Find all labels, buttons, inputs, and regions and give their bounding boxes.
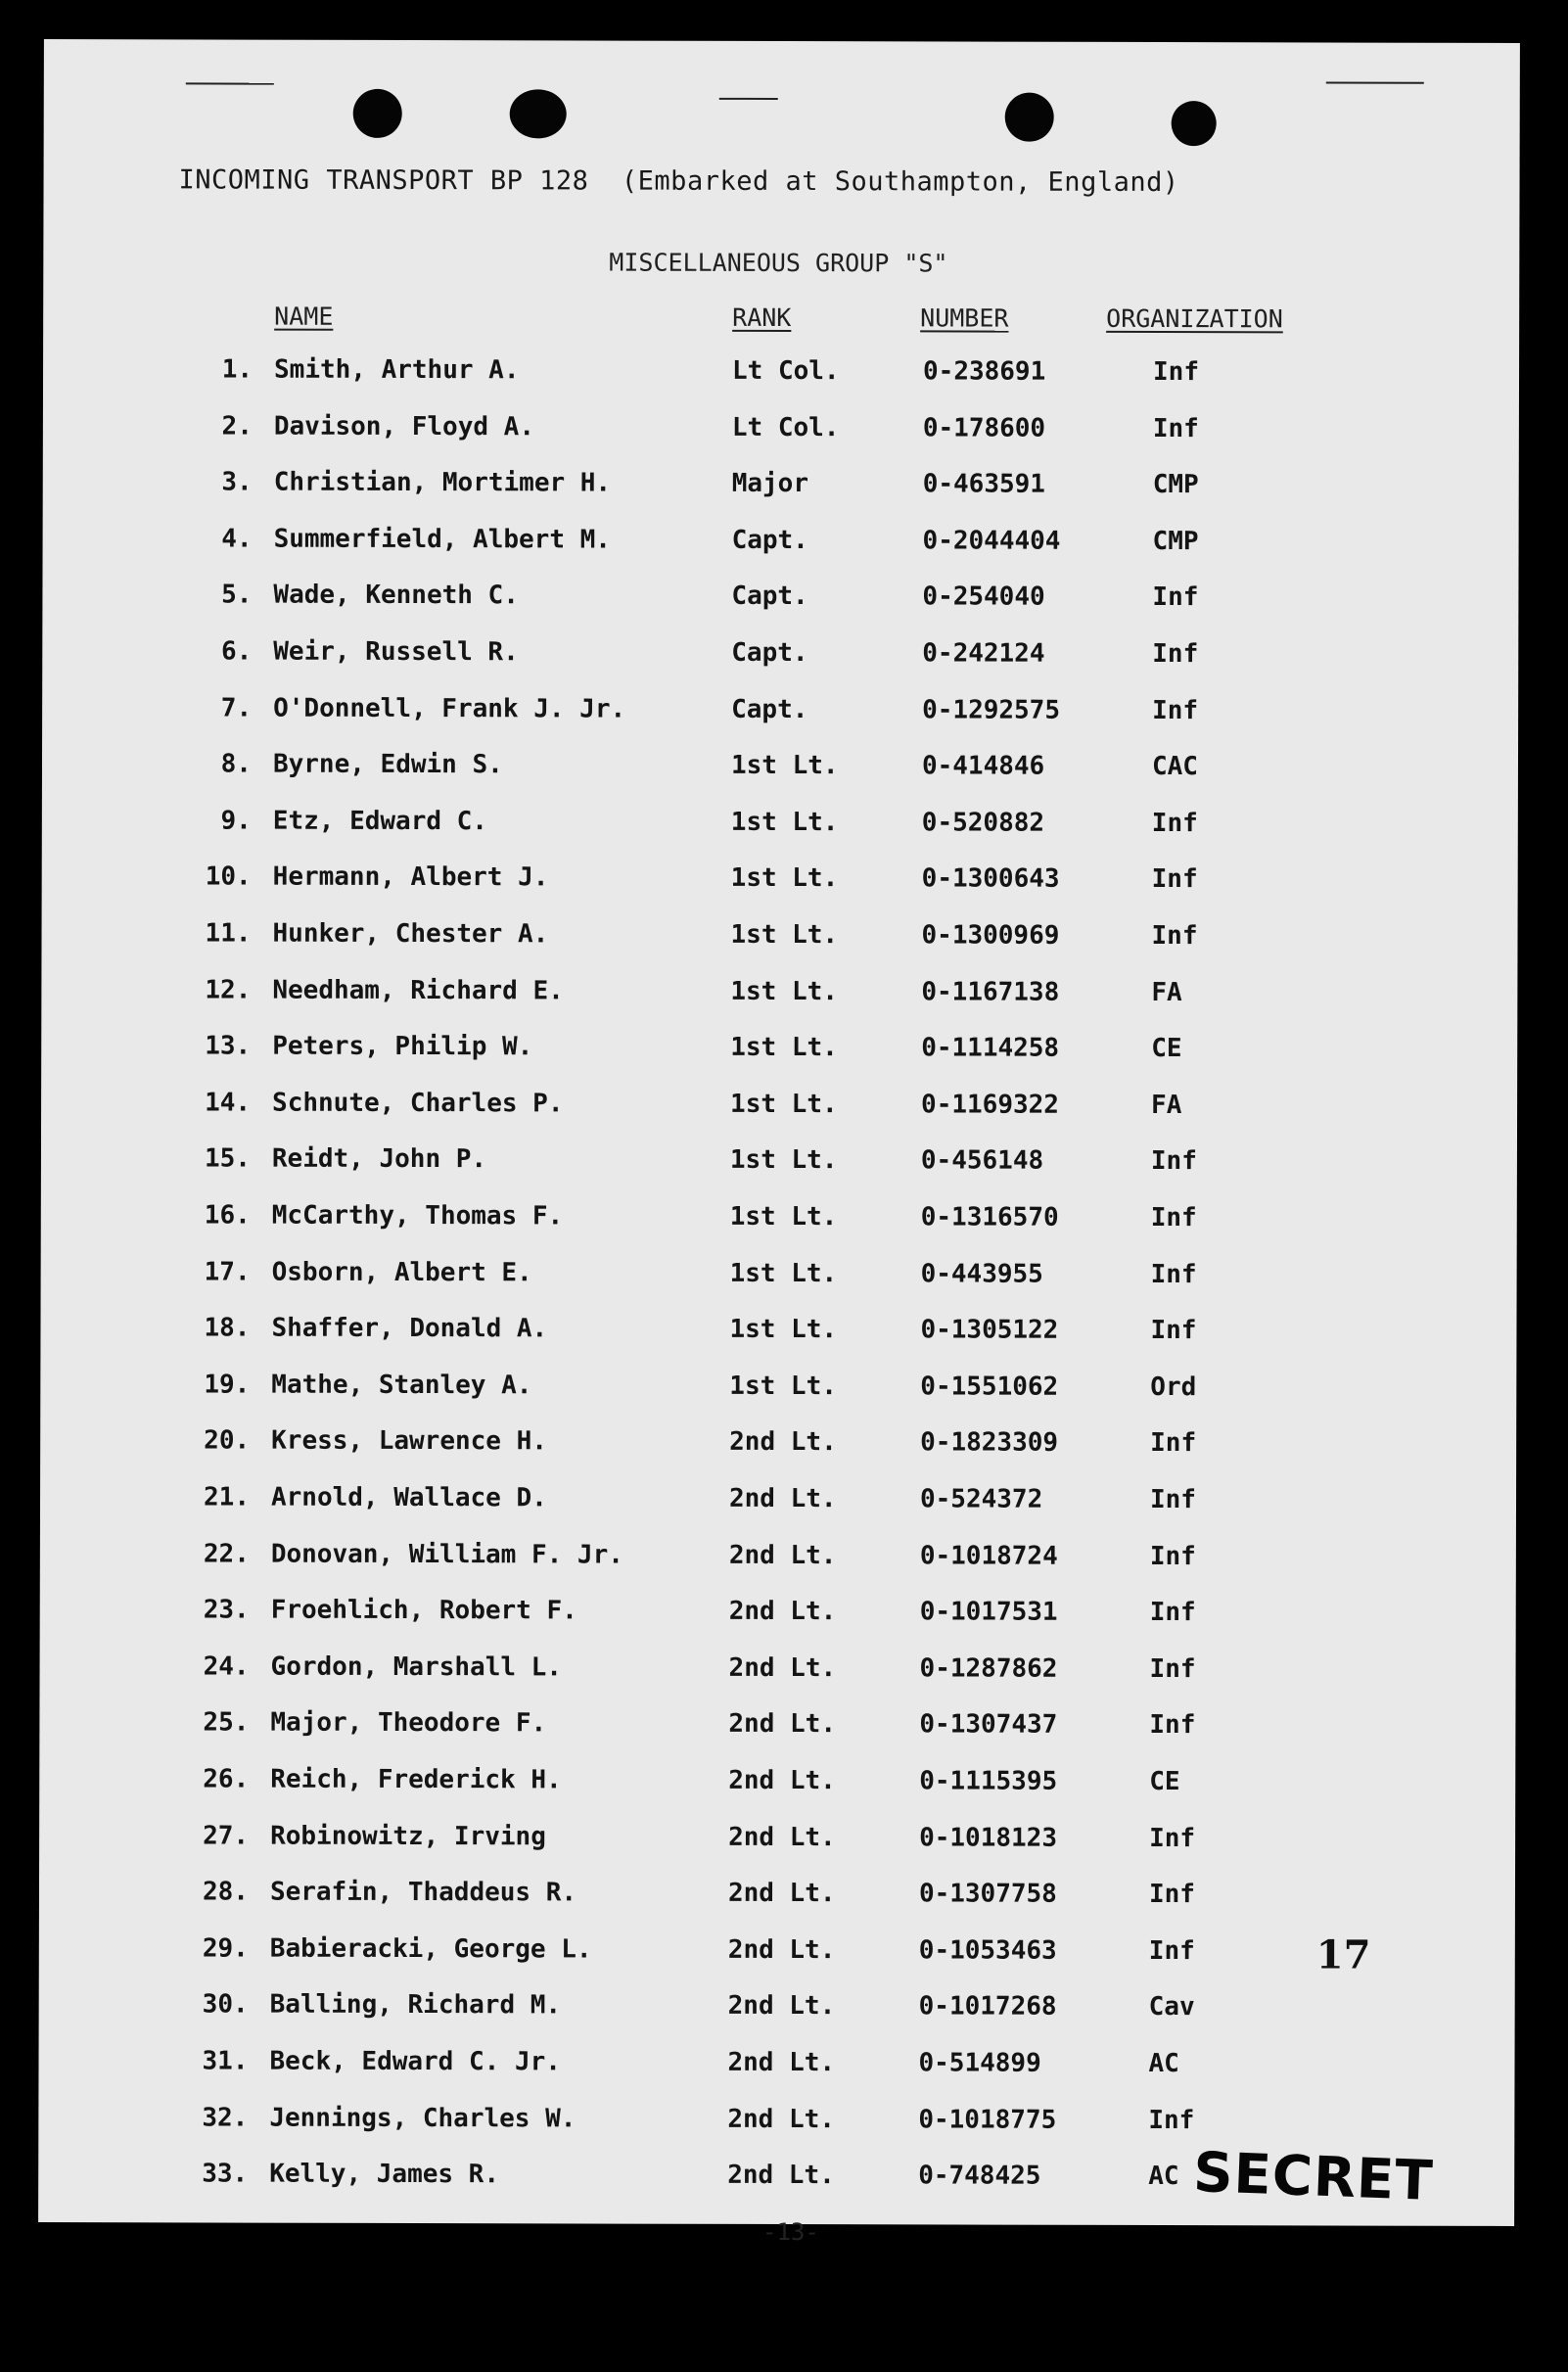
officer-organization: Inf	[1150, 1428, 1197, 1459]
officer-name: Arnold, Wallace D.	[270, 1482, 547, 1513]
table-row	[39, 1707, 1515, 1750]
officer-rank: 1st Lt.	[729, 1315, 838, 1345]
officer-organization: Inf	[1149, 1484, 1197, 1515]
officer-serial-number: 0-520882	[921, 808, 1045, 838]
officer-name: Robinowitz, Irving	[270, 1821, 546, 1851]
officer-name: Major, Theodore F.	[270, 1708, 547, 1739]
row-number: 4.	[221, 524, 253, 554]
row-number: 25.	[203, 1707, 250, 1738]
officer-name: Donovan, William F. Jr.	[270, 1539, 623, 1570]
officer-organization: Inf	[1151, 864, 1198, 895]
footer-page-number: -13-	[762, 2217, 819, 2247]
officer-name: Froehlich, Robert F.	[270, 1595, 577, 1626]
officer-organization: Inf	[1149, 1653, 1196, 1684]
officer-serial-number: 0-1292575	[922, 694, 1061, 725]
officer-organization: CE	[1151, 1034, 1182, 1064]
officer-organization: Inf	[1151, 808, 1198, 838]
row-number: 21.	[204, 1482, 251, 1512]
table-row	[42, 749, 1518, 792]
table-row	[43, 467, 1519, 510]
officer-rank: 2nd Lt.	[727, 2161, 835, 2191]
table-row	[41, 975, 1517, 1018]
row-number: 30.	[202, 1989, 249, 2020]
officer-serial-number: 0-1018775	[918, 2104, 1057, 2135]
officer-serial-number: 0-1053463	[918, 1935, 1057, 1966]
officer-name: Reidt, John P.	[271, 1144, 487, 1175]
table-row	[39, 1764, 1515, 1807]
row-number: 19.	[204, 1370, 251, 1400]
officer-serial-number: 0-1167138	[921, 976, 1060, 1007]
row-number: 15.	[204, 1143, 251, 1174]
row-number: 28.	[202, 1877, 250, 1907]
officer-serial-number: 0-238691	[922, 356, 1046, 387]
table-row	[41, 1088, 1517, 1131]
officer-name: Davison, Floyd A.	[273, 411, 535, 442]
officer-name: Serafin, Thaddeus R.	[269, 1877, 577, 1908]
officer-serial-number: 0-1305122	[920, 1315, 1059, 1345]
officer-organization: AC	[1148, 2048, 1179, 2079]
row-number: 26.	[203, 1764, 250, 1794]
officer-organization: Inf	[1150, 1146, 1197, 1177]
officer-organization: FA	[1151, 977, 1182, 1007]
officer-serial-number: 0-1114258	[921, 1033, 1060, 1063]
officer-organization: AC	[1148, 2162, 1179, 2192]
officer-organization: CMP	[1152, 470, 1199, 500]
officer-serial-number: 0-1018123	[919, 1822, 1058, 1853]
row-number: 23.	[203, 1595, 250, 1625]
officer-organization: Inf	[1149, 1541, 1196, 1571]
table-row	[41, 1031, 1517, 1074]
officer-serial-number: 0-242124	[922, 638, 1045, 669]
officer-serial-number: 0-178600	[922, 412, 1046, 443]
officer-rank: 2nd Lt.	[728, 1597, 837, 1627]
officer-organization: Inf	[1152, 638, 1199, 670]
officer-rank: 1st Lt.	[729, 1145, 838, 1176]
officer-organization: Inf	[1149, 1710, 1196, 1741]
table-row	[40, 1313, 1516, 1356]
row-number: 12.	[205, 975, 252, 1005]
table-row	[38, 2046, 1514, 2089]
officer-name: Needham, Richard E.	[272, 975, 564, 1006]
officer-name: Byrne, Edwin S.	[272, 749, 503, 780]
punch-hole	[510, 89, 567, 138]
row-number: 7.	[220, 693, 253, 723]
officer-rank: Capt.	[731, 637, 808, 669]
table-row	[40, 1651, 1516, 1695]
table-row	[42, 580, 1518, 623]
officer-serial-number: 0-1300643	[921, 863, 1060, 895]
officer-name: Peters, Philip W.	[272, 1031, 533, 1062]
table-row	[43, 354, 1519, 397]
officer-serial-number: 0-1115395	[919, 1766, 1058, 1796]
row-number: 27.	[203, 1821, 250, 1851]
column-header-number: NUMBER	[920, 303, 1009, 333]
officer-organization: Inf	[1152, 413, 1199, 443]
officer-serial-number: 0-1017531	[919, 1597, 1058, 1627]
row-number: 18.	[204, 1313, 251, 1343]
officer-name: Mathe, Stanley A.	[271, 1370, 532, 1401]
row-number: 20.	[204, 1425, 251, 1456]
officer-name: Etz, Edward C.	[272, 806, 488, 837]
row-number: 5.	[221, 580, 253, 610]
officer-name: Wade, Kenneth C.	[273, 581, 519, 611]
row-number: 32.	[202, 2103, 249, 2133]
officer-organization: Inf	[1150, 1259, 1197, 1289]
officer-organization: Inf	[1152, 582, 1199, 613]
officer-rank: 1st Lt.	[729, 1371, 837, 1401]
officer-rank: 2nd Lt.	[728, 1709, 837, 1740]
officer-serial-number: 0-1307437	[919, 1709, 1058, 1741]
officer-rank: 2nd Lt.	[727, 1934, 836, 1965]
officer-organization: Inf	[1152, 356, 1200, 388]
officer-serial-number: 0-1287862	[919, 1653, 1058, 1684]
officer-name: Schnute, Charles P.	[272, 1088, 564, 1119]
officer-rank: 2nd Lt.	[728, 1483, 837, 1514]
row-number: 6.	[220, 636, 253, 667]
officer-organization: FA	[1151, 1090, 1182, 1120]
officer-rank: 2nd Lt.	[728, 1822, 836, 1852]
officer-organization: Inf	[1150, 1316, 1197, 1346]
document-page	[38, 39, 1520, 2247]
table-row	[43, 411, 1519, 454]
officer-organization: Inf	[1148, 1935, 1195, 1966]
officer-rank: 1st Lt.	[730, 919, 839, 951]
row-number: 10.	[205, 861, 252, 892]
officer-rank: Lt Col.	[731, 412, 840, 442]
officer-serial-number: 0-1017268	[918, 1991, 1057, 2023]
row-number: 16.	[204, 1200, 251, 1231]
binding-mark	[719, 98, 778, 100]
officer-rank: 1st Lt.	[730, 976, 838, 1006]
table-row	[41, 1257, 1517, 1300]
table-row	[39, 1933, 1515, 1977]
officer-serial-number: 0-1823309	[920, 1427, 1059, 1459]
row-number: 29.	[202, 1933, 249, 1964]
officer-rank: 2nd Lt.	[727, 2047, 836, 2078]
officer-organization: Inf	[1152, 695, 1199, 725]
officer-serial-number: 0-514899	[918, 2048, 1041, 2078]
row-number: 8.	[220, 749, 253, 779]
officer-organization: Inf	[1148, 2105, 1195, 2135]
punch-hole	[1005, 93, 1054, 142]
row-number: 31.	[202, 2046, 249, 2076]
officer-rank: 2nd Lt.	[728, 1540, 837, 1570]
officer-name: Summerfield, Albert M.	[273, 524, 611, 555]
officer-serial-number: 0-456148	[920, 1145, 1044, 1177]
officer-name: Gordon, Marshall L.	[270, 1651, 563, 1683]
officer-name: Osborn, Albert E.	[271, 1257, 532, 1287]
document-header: INCOMING TRANSPORT BP 128 (Embarked at Southampton, England)	[178, 164, 1179, 199]
officer-organization: Inf	[1151, 920, 1198, 952]
officer-name: Smith, Arthur A.	[273, 354, 520, 386]
officer-rank: Major	[731, 469, 809, 499]
officer-rank: 1st Lt.	[730, 807, 839, 837]
row-number: 11.	[205, 918, 252, 949]
table-row	[39, 1989, 1515, 2032]
officer-rank: 1st Lt.	[729, 1201, 838, 1233]
officer-rank: 2nd Lt.	[728, 1765, 836, 1796]
table-row	[42, 861, 1518, 905]
table-row	[41, 918, 1517, 961]
officer-rank: Lt Col.	[731, 355, 840, 387]
table-row	[40, 1370, 1516, 1413]
officer-name: Kress, Lawrence H.	[271, 1426, 547, 1457]
officer-serial-number: 0-524372	[919, 1484, 1043, 1514]
column-header-name: NAME	[274, 302, 334, 331]
officer-serial-number: 0-463591	[922, 469, 1046, 499]
officer-rank: 2nd Lt.	[729, 1427, 837, 1458]
officer-rank: Capt.	[731, 581, 808, 612]
table-row	[40, 1482, 1516, 1525]
officer-rank: 2nd Lt.	[728, 1652, 837, 1683]
column-header-organization: ORGANIZATION	[1106, 303, 1283, 334]
officer-organization: Inf	[1150, 1202, 1197, 1233]
row-number: 22.	[203, 1539, 250, 1569]
officer-rank: 1st Lt.	[730, 863, 839, 894]
officer-organization: CAC	[1151, 752, 1198, 782]
table-row	[42, 636, 1518, 679]
row-number: 2.	[221, 411, 253, 442]
table-row	[41, 1143, 1517, 1186]
table-row	[40, 1539, 1516, 1582]
officer-name: Kelly, James R.	[269, 2159, 500, 2190]
officer-serial-number: 0-1169322	[921, 1090, 1060, 1120]
binding-mark	[1326, 81, 1424, 83]
row-number: 9.	[220, 806, 252, 836]
table-row	[42, 806, 1518, 849]
officer-rank: 2nd Lt.	[727, 1991, 836, 2022]
officer-name: Jennings, Charles W.	[269, 2103, 576, 2134]
officer-name: Babieracki, George L.	[269, 1933, 592, 1965]
officer-name: Beck, Edward C. Jr.	[269, 2046, 561, 2077]
officer-name: Balling, Richard M.	[269, 1990, 562, 2021]
table-row	[40, 1425, 1516, 1468]
table-row	[42, 693, 1518, 736]
officer-serial-number: 0-748425	[918, 2161, 1041, 2191]
table-row	[38, 2103, 1514, 2146]
officer-name: Reich, Frederick H.	[270, 1764, 562, 1795]
officer-rank: 2nd Lt.	[727, 2104, 835, 2134]
group-title: MISCELLANEOUS GROUP "S"	[609, 248, 948, 278]
officer-serial-number: 0-254040	[922, 581, 1045, 613]
officer-rank: 1st Lt.	[730, 751, 839, 781]
officer-serial-number: 0-1316570	[920, 1202, 1059, 1233]
officer-rank: Capt.	[731, 694, 808, 724]
officer-organization: Inf	[1148, 1880, 1195, 1910]
row-number: 13.	[205, 1031, 252, 1061]
row-number: 1.	[221, 354, 254, 385]
officer-serial-number: 0-1018724	[919, 1540, 1058, 1571]
punch-hole	[1172, 101, 1217, 146]
officer-rank: 1st Lt.	[729, 1258, 838, 1288]
table-row	[39, 1877, 1515, 1920]
officer-serial-number: 0-2044404	[922, 526, 1061, 556]
row-number: 14.	[205, 1088, 252, 1118]
row-number: 33.	[202, 2159, 249, 2189]
officer-serial-number: 0-414846	[921, 751, 1045, 781]
officer-name: McCarthy, Thomas F.	[271, 1200, 564, 1232]
officer-organization: Cav	[1148, 1992, 1195, 2023]
row-number: 17.	[204, 1257, 251, 1287]
officer-name: Christian, Mortimer H.	[273, 467, 612, 498]
officer-name: O'Donnell, Frank J. Jr.	[273, 693, 626, 724]
officer-rank: 1st Lt.	[730, 1089, 838, 1119]
officer-serial-number: 0-1551062	[920, 1372, 1059, 1402]
row-number: 24.	[203, 1651, 250, 1682]
table-row	[41, 1200, 1517, 1243]
binding-mark	[186, 82, 274, 84]
officer-organization: Ord	[1150, 1372, 1197, 1402]
punch-hole	[353, 89, 402, 138]
table-row	[43, 524, 1519, 567]
officer-serial-number: 0-443955	[920, 1258, 1043, 1289]
officer-name: Hunker, Chester A.	[272, 918, 549, 950]
officer-rank: Capt.	[731, 525, 808, 555]
officer-name: Weir, Russell R.	[273, 636, 519, 668]
officer-serial-number: 0-1307758	[918, 1879, 1057, 1909]
officer-name: Hermann, Albert J.	[272, 862, 549, 893]
table-row	[39, 1821, 1515, 1864]
row-number: 3.	[221, 467, 253, 497]
secret-stamp: SECRET	[1192, 2140, 1435, 2214]
officer-serial-number: 0-1300969	[921, 920, 1060, 951]
officer-name: Shaffer, Donald A.	[271, 1313, 548, 1344]
officer-rank: 1st Lt.	[730, 1033, 838, 1063]
officer-organization: CE	[1149, 1766, 1180, 1797]
officer-organization: CMP	[1152, 526, 1199, 556]
table-row	[40, 1595, 1516, 1638]
page-number: 17	[1315, 1931, 1371, 1978]
officer-organization: Inf	[1149, 1598, 1196, 1628]
officer-organization: Inf	[1149, 1823, 1196, 1853]
officer-rank: 2nd Lt.	[727, 1879, 836, 1909]
column-header-rank: RANK	[732, 302, 792, 333]
